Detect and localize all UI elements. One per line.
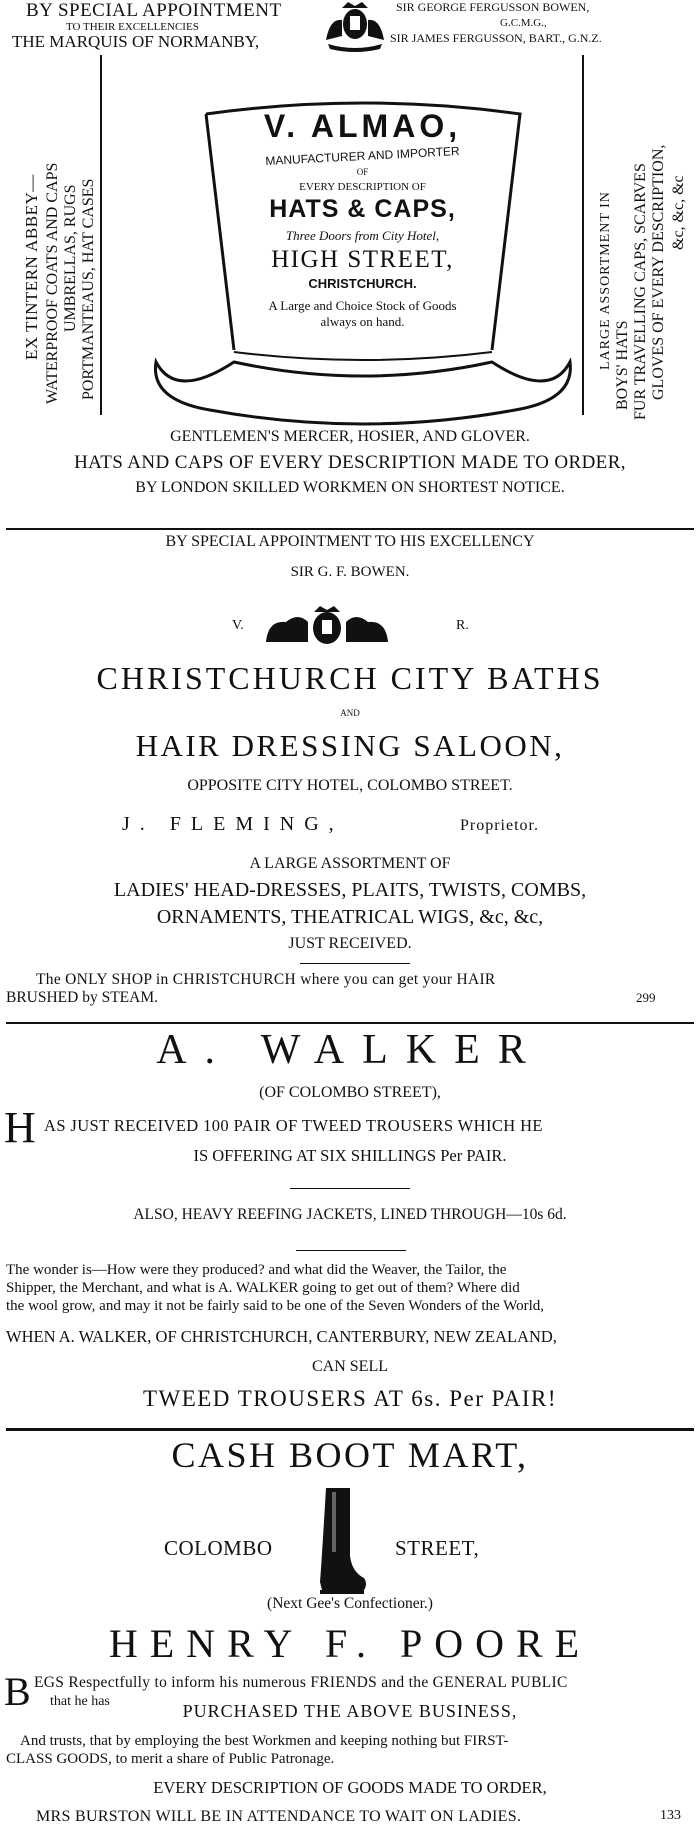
right-column-line-1: LARGE ASSORTMENT IN xyxy=(598,191,613,370)
boot-icon xyxy=(312,1486,368,1596)
proprietor-name: J. FLEMING, xyxy=(122,813,344,835)
hat-maker-name: V. ALMAO, xyxy=(263,108,462,144)
divider xyxy=(6,1428,694,1431)
divider xyxy=(6,1022,694,1024)
left-column-line-3: UMBRELLAS, RUGS xyxy=(62,184,79,332)
left-column-line-2: WATERPROOF COATS AND CAPS xyxy=(44,162,61,404)
hats-caps-heading: HATS & CAPS, xyxy=(269,195,456,223)
right-column-line-5: &c, &c, &c xyxy=(670,175,687,250)
appointment-right: SIR GEORGE FERGUSSON BOWEN, G.C.M.G., SIR JAMES FERGUSSON, BART., G.N.Z. xyxy=(390,0,602,45)
london-workmen-line: BY LONDON SKILLED WORKMEN ON SHORTEST NOTICE. xyxy=(135,479,565,496)
tweed-trousers-headline: TWEED TROUSERS AT 6s. Per PAIR! xyxy=(142,1386,558,1411)
drop-cap: H xyxy=(4,1103,36,1152)
left-column-rule xyxy=(100,55,102,415)
walker-name: A. WALKER xyxy=(156,1027,544,1073)
boot-mart-title: CASH BOOT MART, xyxy=(171,1435,529,1475)
left-column-line-4: PORTMANTEAUS, HAT CASES xyxy=(80,178,97,400)
right-column-line-3: FUR TRAVELLING CAPS, SCARVES xyxy=(632,163,649,420)
mercer-line: GENTLEMEN'S MERCER, HOSIER, AND GLOVER. xyxy=(170,428,530,445)
purchased-business-line: PURCHASED THE ABOVE BUSINESS, xyxy=(182,1701,518,1721)
city-baths-title: CHRISTCHURCH CITY BATHS xyxy=(96,660,604,696)
short-rule xyxy=(290,1188,410,1189)
short-rule xyxy=(300,963,410,964)
wonder-paragraph: The wonder is—How were they produced? and what did the Weaver, the Tailor, the Shipper, the Merchant, and what is A. WALKER going to get out of them? Where did the wool grow, and may it not be fairly said to be one of the Seven Wonders of the World, xyxy=(6,1262,545,1314)
ad-number: 299 xyxy=(636,990,656,1005)
royal-arms-icon xyxy=(262,604,392,646)
right-column-rule xyxy=(582,55,584,415)
royal-crest-icon xyxy=(320,0,390,52)
right-column-line-2: BOYS' HATS xyxy=(614,320,631,410)
hair-dressing-title: HAIR DRESSING SALOON, xyxy=(135,728,565,763)
left-column-line-1: EX TINTERN ABBEY— xyxy=(22,174,41,360)
made-to-order-line: HATS AND CAPS OF EVERY DESCRIPTION MADE TO ORDER, xyxy=(74,452,626,473)
top-hat-illustration: V. ALMAO, MANUFACTURER AND IMPORTER OF EVERY DESCRIPTION OF HATS & CAPS, Three Doors from City Hotel, HIGH STREET, CHRISTCHURCH. A Large and Choice Stock of Goods always on hand. xyxy=(150,100,575,430)
right-column-line-4: GLOVES OF EVERY DESCRIPTION, xyxy=(650,144,667,400)
short-rule xyxy=(296,1250,406,1251)
drop-cap: B xyxy=(4,1669,31,1714)
henry-poore-name: HENRY F. POORE xyxy=(108,1621,592,1666)
ad-number: 133 xyxy=(660,1808,681,1823)
appointment-left: BY SPECIAL APPOINTMENT TO THEIR EXCELLENCIES THE MARQUIS OF NORMANBY, xyxy=(12,0,282,51)
divider xyxy=(6,528,694,530)
